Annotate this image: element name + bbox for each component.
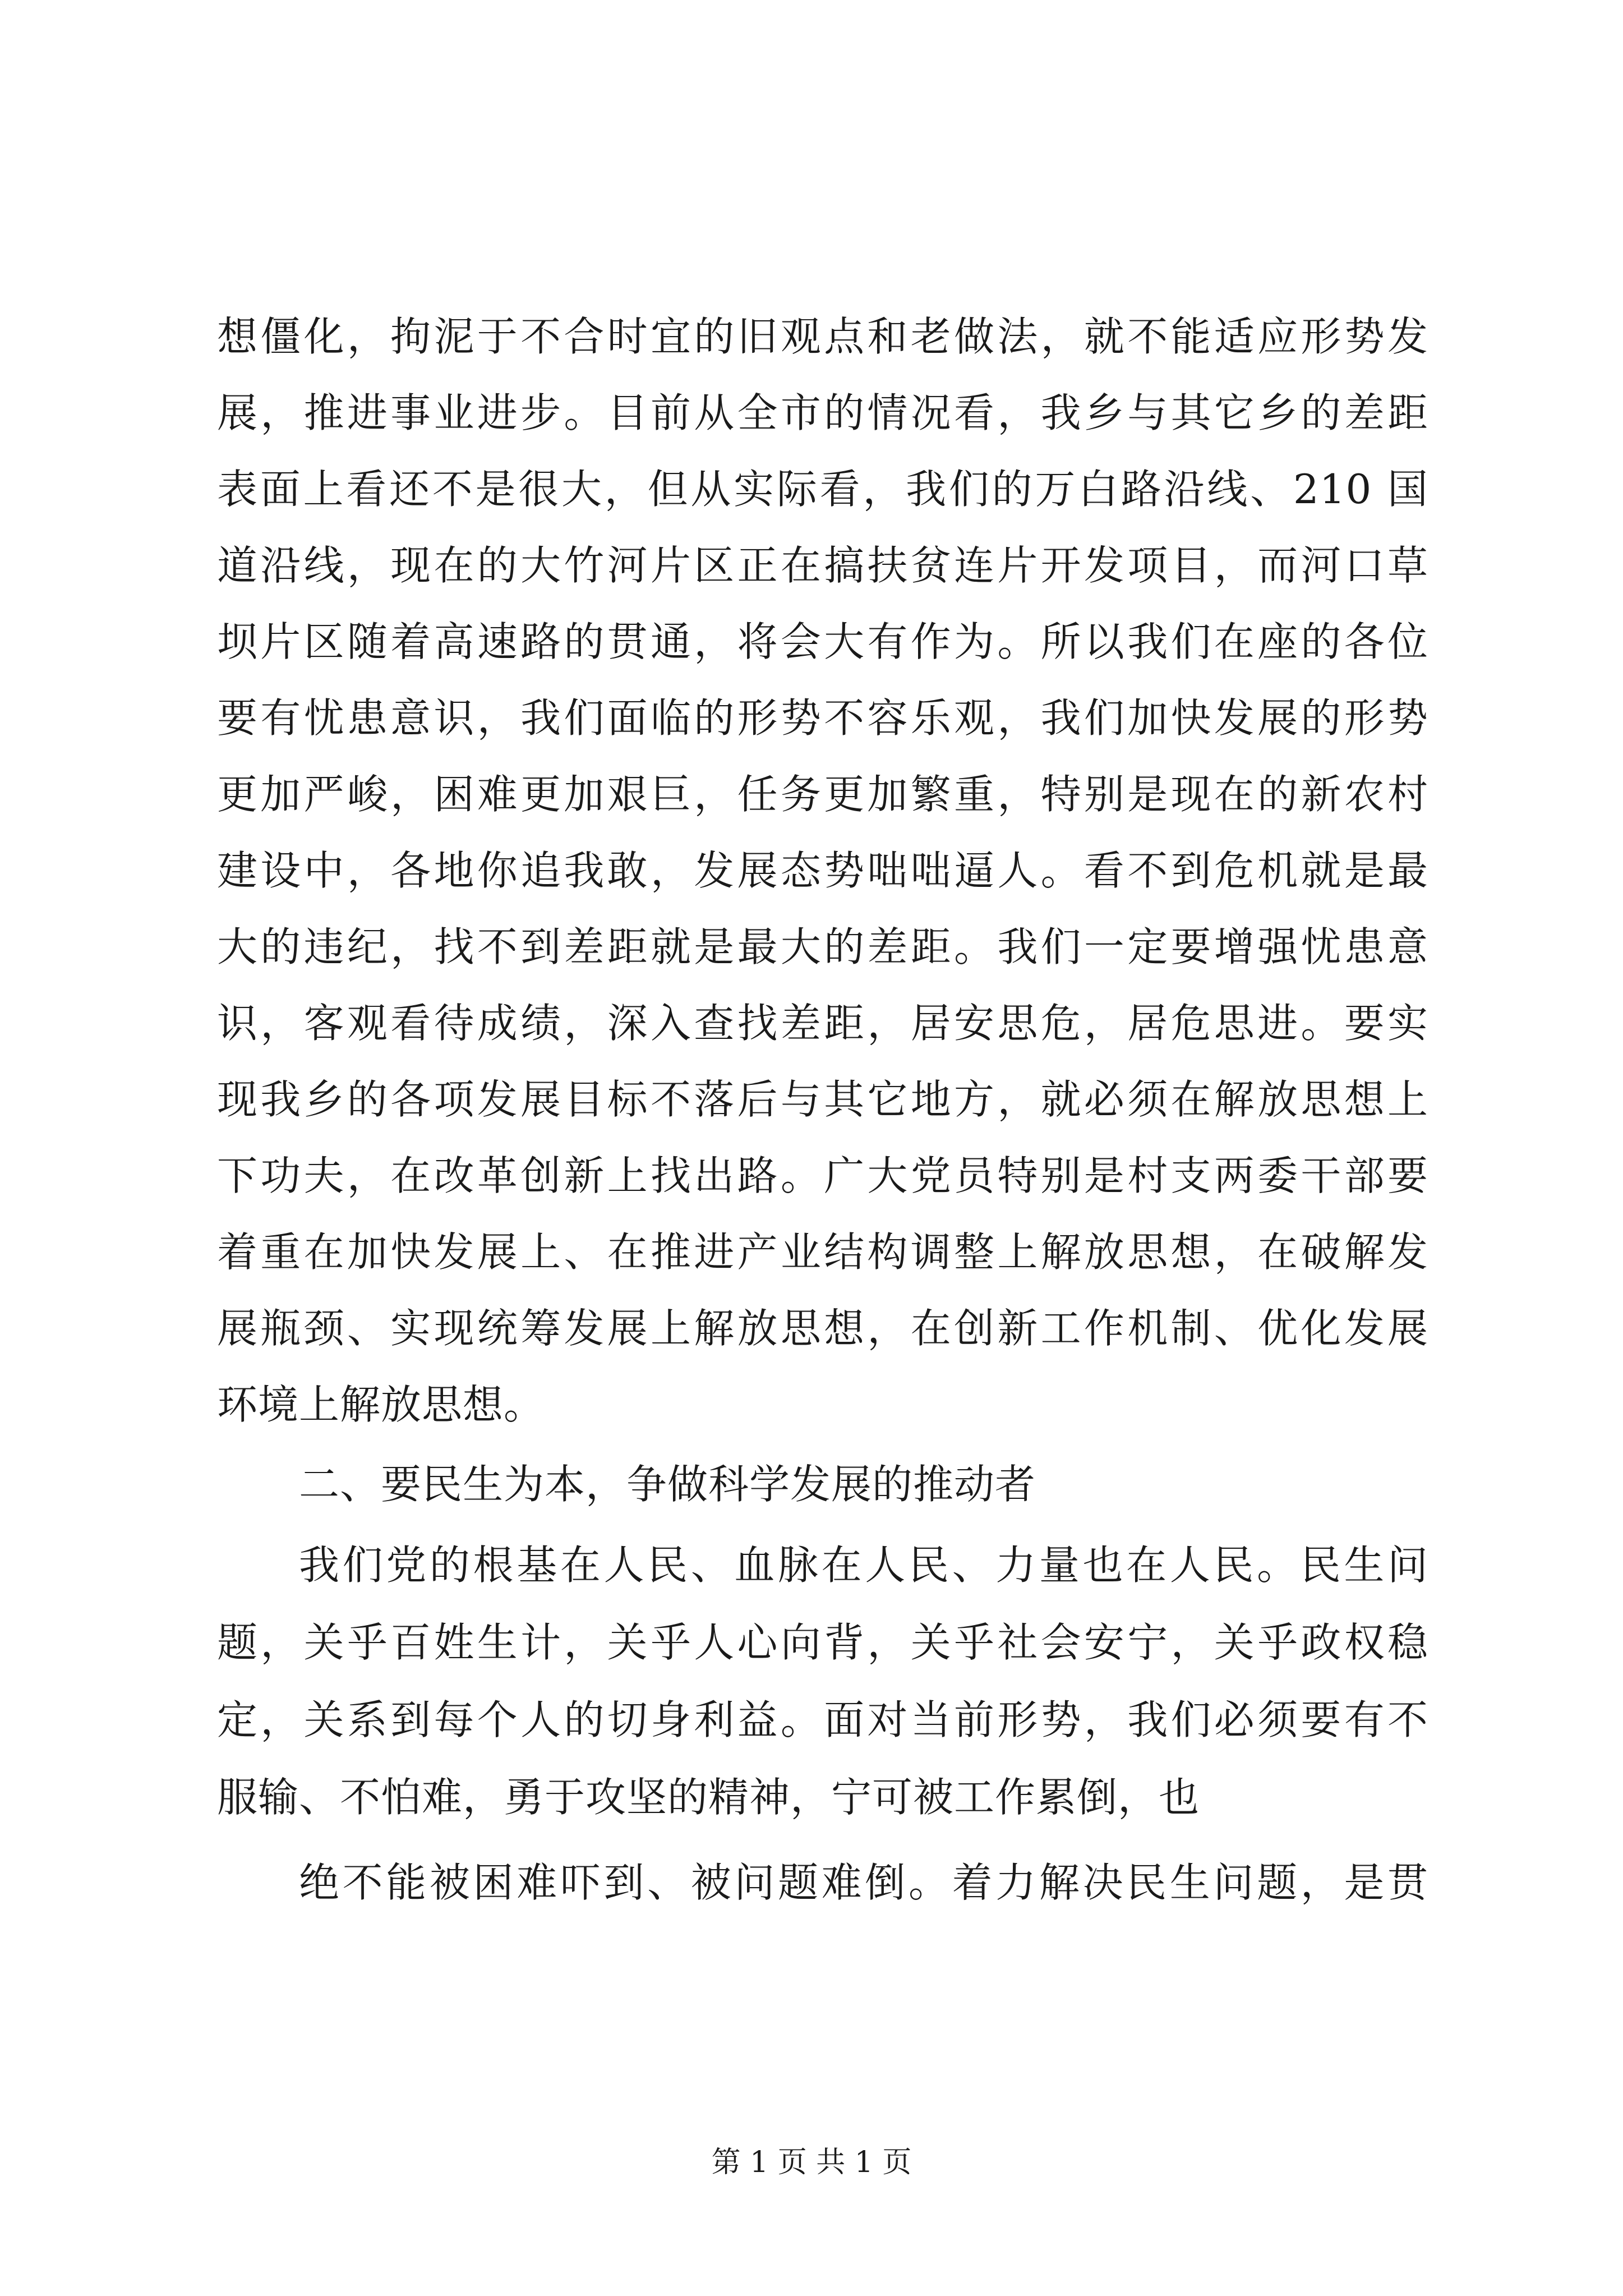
body-text-line: 服输、不怕难，勇于攻坚的精神，宁可被工作累倒，也 [217, 1774, 1200, 1821]
body-text-line: 更加严峻，困难更加艰巨，任务更加繁重，特别是现在的新农村 [217, 771, 1428, 818]
body-text-line: 大的违纪，找不到差距就是最大的差距。我们一定要增强忧患意 [217, 923, 1428, 970]
body-text-line: 现我乡的各项发展目标不落后与其它地方，就必须在解放思想上 [217, 1076, 1428, 1123]
body-text-line: 展瓶颈、实现统筹发展上解放思想，在创新工作机制、优化发展 [217, 1305, 1428, 1352]
body-text-line: 道沿线，现在的大竹河片区正在搞扶贫连片开发项目，而河口草 [217, 542, 1428, 589]
body-text-line: 着重在加快发展上、在推进产业结构调整上解放思想，在破解发 [217, 1228, 1428, 1276]
body-text-line: 坝片区随着高速路的贯通，将会大有作为。所以我们在座的各位 [217, 618, 1428, 665]
page-footer: 第 1 页 共 1 页 [711, 2146, 912, 2179]
body-text-line: 表面上看还不是很大，但从实际看，我们的万白路沿线、210 国 [217, 466, 1428, 513]
body-text-line: 我们党的根基在人民、血脉在人民、力量也在人民。民生问 [299, 1542, 1428, 1589]
body-text-line: 定，关系到每个人的切身利益。面对当前形势，我们必须要有不 [217, 1696, 1428, 1743]
body-text-line: 想僵化，拘泥于不合时宜的旧观点和老做法，就不能适应形势发 [217, 313, 1428, 360]
body-text-line: 下功夫，在改革创新上找出路。广大党员特别是村支两委干部要 [217, 1152, 1428, 1199]
section-heading: 二、要民生为本，争做科学发展的推动者 [299, 1461, 1036, 1508]
body-text-line: 建设中，各地你追我敢，发展态势咄咄逼人。看不到危机就是最 [217, 847, 1428, 894]
body-text-line: 题，关乎百姓生计，关乎人心向背，关乎社会安宁，关乎政权稳 [217, 1619, 1428, 1666]
body-text-line: 环境上解放思想。 [217, 1381, 545, 1428]
body-text-line: 要有忧患意识，我们面临的形势不容乐观，我们加快发展的形势 [217, 694, 1428, 742]
body-text-line: 绝不能被困难吓到、被问题难倒。着力解决民生问题，是贯 [299, 1859, 1428, 1906]
body-text-line: 展，推进事业进步。目前从全市的情况看，我乡与其它乡的差距 [217, 389, 1428, 436]
body-text-line: 识，客观看待成绩，深入查找差距，居安思危，居危思进。要实 [217, 1000, 1428, 1047]
